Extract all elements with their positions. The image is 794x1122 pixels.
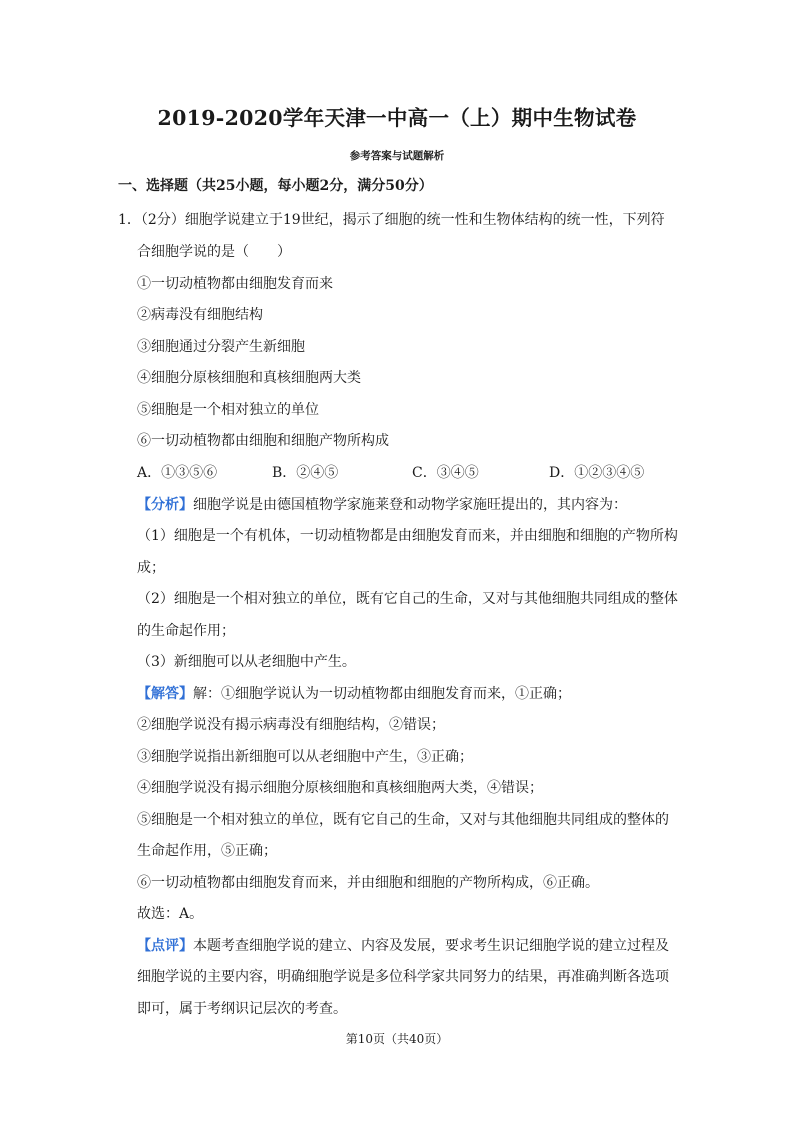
comment-line1 [137, 937, 669, 955]
question-stem-line1: 1．（2分）细胞学说建立于19世纪，揭示了细胞的统一性和生物体结构的统一性，下列符 [118, 212, 665, 228]
answer-line-3: ③细胞学说指出新细胞可以从老细胞中产生，③正确； [137, 749, 473, 765]
statement-5: ⑤细胞是一个相对独立的单位 [137, 402, 319, 418]
statement-1: ①一切动植物都由细胞发育而来 [137, 276, 333, 292]
analysis-intro-line [137, 496, 627, 514]
statement-6: ⑥一切动植物都由细胞和细胞产物所构成 [137, 433, 389, 449]
answer-first-line [137, 685, 571, 703]
comment-line2: 细胞学说的主要内容，明确细胞学说是多位科学家共同努力的结果，再准确判断各选项 [137, 969, 669, 985]
statement-4: ④细胞分原核细胞和真核细胞两大类 [137, 370, 361, 386]
option-b: B．②④⑤ [272, 465, 339, 481]
answer-first: 解：①细胞学说认为一切动植物都由细胞发育而来，①正确； [193, 686, 571, 702]
question-stem-line2: 合细胞学说的是（ ） [137, 244, 291, 260]
answer-choice: 故选：A。 [137, 906, 204, 922]
comment-tag: 【点评】 [137, 938, 193, 954]
section-heading: 一、选择题（共25小题，每小题2分，满分50分） [118, 178, 433, 194]
answer-line-5b: 生命起作用，⑤正确； [137, 843, 277, 859]
comment-line3: 即可，属于考纲识记层次的考查。 [137, 1001, 347, 1017]
answer-line-6: ⑥一切动植物都由细胞发育而来，并由细胞和细胞的产物所构成，⑥正确。 [137, 875, 599, 891]
analysis-intro: 细胞学说是由德国植物学家施莱登和动物学家施旺提出的，其内容为： [193, 497, 627, 513]
answer-line-2: ②细胞学说没有揭示病毒没有细胞结构，②错误； [137, 717, 445, 733]
option-d: D．①②③④⑤ [549, 465, 645, 481]
statement-3: ③细胞通过分裂产生新细胞 [137, 339, 305, 355]
analysis-p2-line1: （2）细胞是一个相对独立的单位，既有它自己的生命，又对与其他细胞共同组成的整体 [137, 591, 678, 607]
analysis-tag: 【分析】 [137, 497, 193, 513]
answer-line-5a: ⑤细胞是一个相对独立的单位，既有它自己的生命，又对与其他细胞共同组成的整体的 [137, 812, 669, 828]
analysis-p1-line2: 成； [137, 560, 165, 576]
analysis-p2-line2: 的生命起作用； [137, 623, 235, 639]
analysis-p1-line1: （1）细胞是一个有机体，一切动植物都是由细胞发育而来，并由细胞和细胞的产物所构 [137, 528, 678, 544]
page-subtitle: 参考答案与试题解析 [349, 150, 445, 162]
option-a: A．①③⑤⑥ [137, 465, 218, 481]
page-number: 第10页（共40页） [345, 1032, 449, 1046]
answer-tag: 【解答】 [137, 686, 193, 702]
answer-line-4: ④细胞学说没有揭示细胞分原核细胞和真核细胞两大类，④错误； [137, 780, 543, 796]
statement-2: ②病毒没有细胞结构 [137, 307, 263, 323]
option-c: C．③④⑤ [412, 465, 479, 481]
comment-text-1: 本题考查细胞学说的建立、内容及发展，要求考生识记细胞学说的建立过程及 [193, 938, 669, 954]
page-title: 2019-2020学年天津一中高一（上）期中生物试卷 [157, 106, 637, 130]
analysis-p3: （3）新细胞可以从老细胞中产生。 [137, 654, 356, 670]
